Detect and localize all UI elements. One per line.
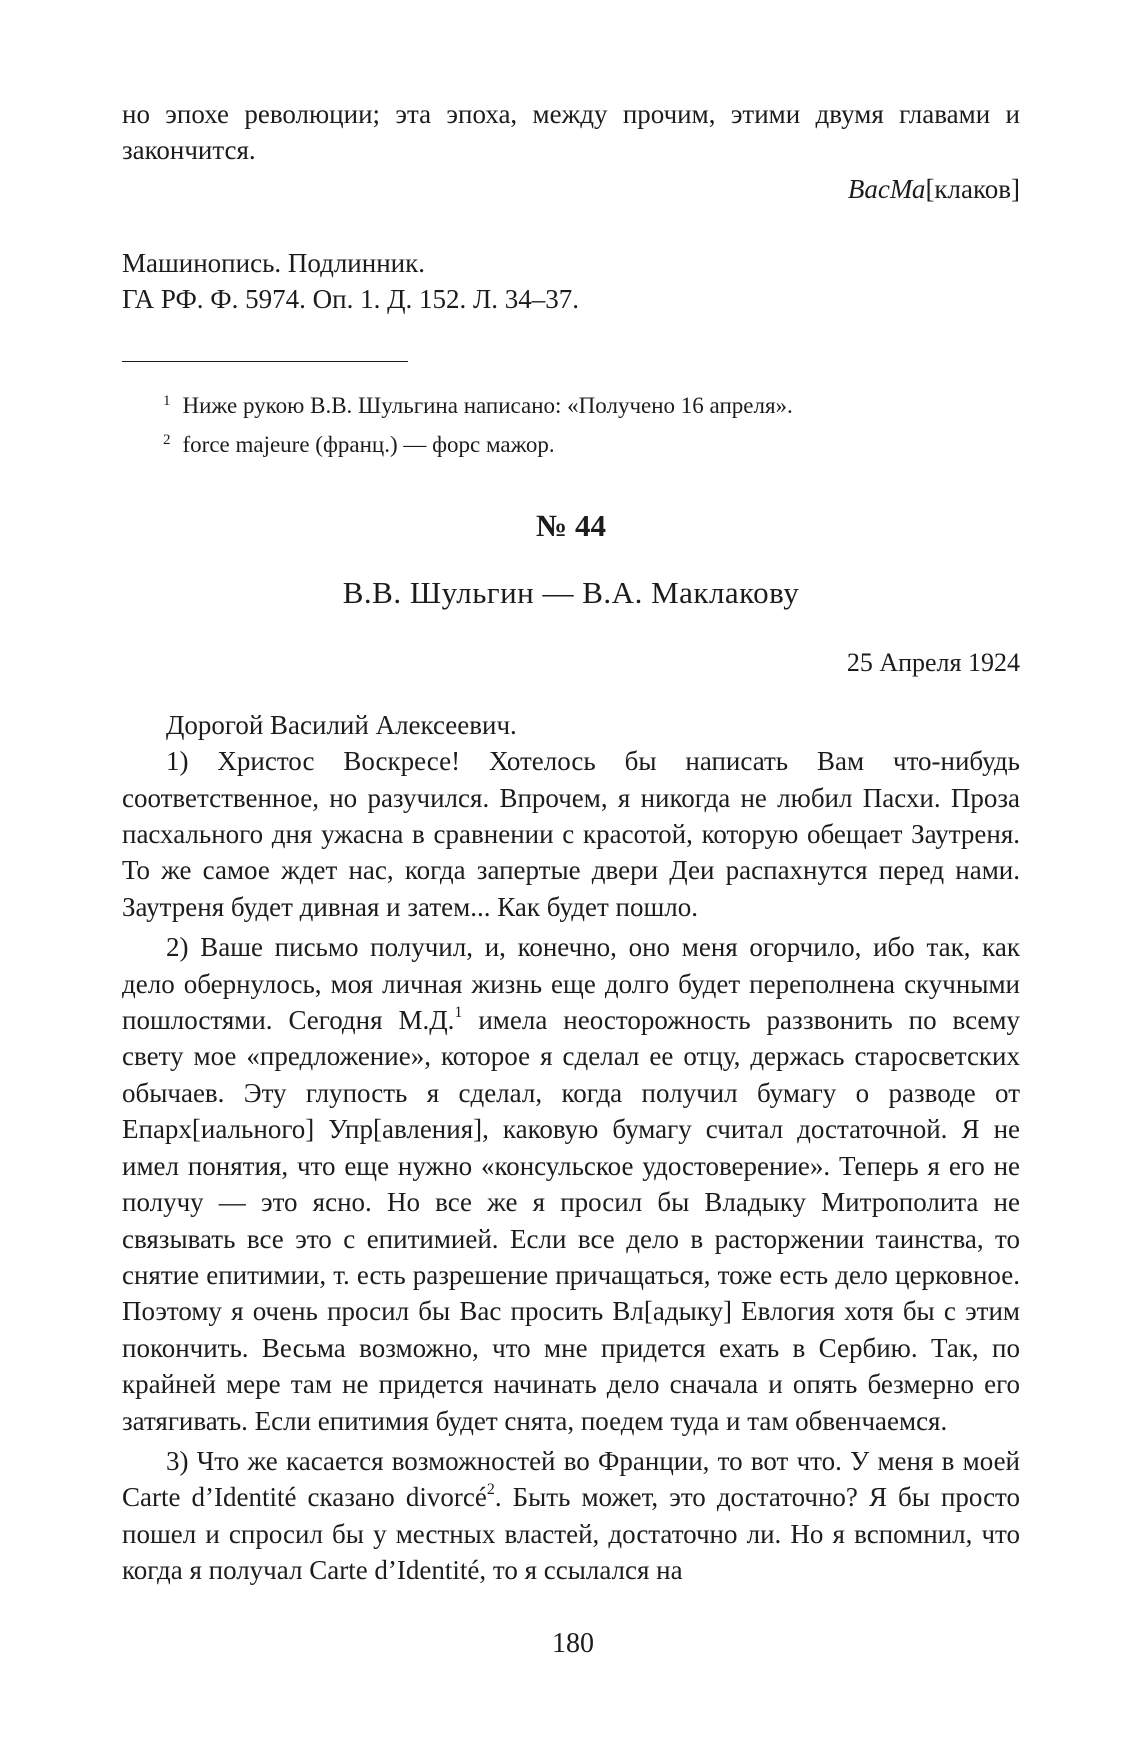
footnotes <box>122 384 1020 462</box>
footnote-ref-1[interactable]: 1 <box>454 1004 463 1022</box>
paragraph-2-start: 2) Ваше письмо получил, и, конечно, оно меня огорчило, ибо так, как дело обернулось, моя личная жизнь еще долго будет переполнена скучными пошлостями. Сегодня М.Д. <box>122 932 1020 1036</box>
footnote-text: force majeure (франц.) — форс мажор. <box>182 431 555 457</box>
document-number: № 44 <box>536 507 606 543</box>
paragraph-3-start: 3) Что же касается возможностей во Франции, то вот что. У меня в моей Carte d’Identité сказано divorcé <box>122 1445 1020 1513</box>
paragraph-1: 1) Христос Воскресе! Хотелось бы написать Вам что-нибудь соответственное, но разучился. Впрочем, я никогда не любил Пасхи. Проза пасхального дня ужасна в сравнении с красотой, которую обещает Заутреня. То же самое ждет нас, когда запертые двери Деи распахнутся перед нами. Заутреня будет дивная и затем... Как будет пошло. <box>122 746 1020 922</box>
source-line-2: ГА РФ. Ф. 5974. Оп. 1. Д. 152. Л. 34–37. <box>122 283 580 314</box>
page-content <box>122 96 1020 1589</box>
source-note <box>122 245 1020 317</box>
signature <box>122 171 1020 207</box>
paragraph-2-end: имела неосторожность раззвонить по всему свету мое «предложение», которое я сделал ее отцу, держась старосветских обычаев. Эту глупость я сделал, когда получил бумагу о разводе от Епарх[иального] Упр[авления], каковую бумагу считал достаточной. Я не имел понятия, что еще нужно «консульское удостоверение». Теперь я его не получу — это ясно. Но все же я просил бы Владыку Митрополита не связывать все это с епитимией. Если все дело в расторжении таинства, то снятие епитимии, т. есть разрешение причащаться, тоже есть дело церковное. Поэтому я очень просил бы Вас просить Вл[адыку] Евлогия хотя бы с этим покончить. Весьма возможно, что мне придется ехать в Сербию. Так, по крайней мере там не придется начинать дело сначала и опять безмерно его затягивать. Если епитимия будет снята, поедем туда и там обвенчаемся. <box>122 1005 1021 1436</box>
page-number: 180 <box>552 1628 594 1659</box>
paragraph-3 <box>122 1443 1020 1589</box>
signature-bracket: [клаков] <box>925 173 1020 204</box>
footnote-divider <box>122 361 408 362</box>
footnote-1 <box>122 384 1020 423</box>
footnote-2 <box>122 423 1020 462</box>
paragraph-2 <box>122 929 1020 1439</box>
document-date: 25 Апреля 1924 <box>846 647 1020 677</box>
footnote-mark: 1 <box>163 392 171 409</box>
continuation-text: но эпохе революции; эта эпоха, между прочим, этими двумя главами и закончится. <box>122 99 1020 166</box>
footnote-mark: 2 <box>163 431 171 448</box>
document-title: В.В. Шульгин — В.А. Маклакову <box>342 574 800 610</box>
footnote-ref-2[interactable]: 2 <box>486 1481 495 1499</box>
paragraph-3-end: . Быть может, это достаточно? Я бы просто пошел и спросил бы у местных властей, достаточно ли. Но я вспомнил, что когда я получал Carte d’Identité, то я ссылался на <box>122 1482 1020 1586</box>
signature-italic: ВасМа <box>847 173 926 204</box>
footnote-text: Ниже рукою В.В. Шульгина написано: «Получено 16 апреля». <box>182 392 793 418</box>
letter-body <box>122 707 1020 1589</box>
source-line-1: Машинопись. Подлинник. <box>122 247 425 278</box>
letter-greeting: Дорогой Василий Алексеевич. <box>166 709 517 740</box>
